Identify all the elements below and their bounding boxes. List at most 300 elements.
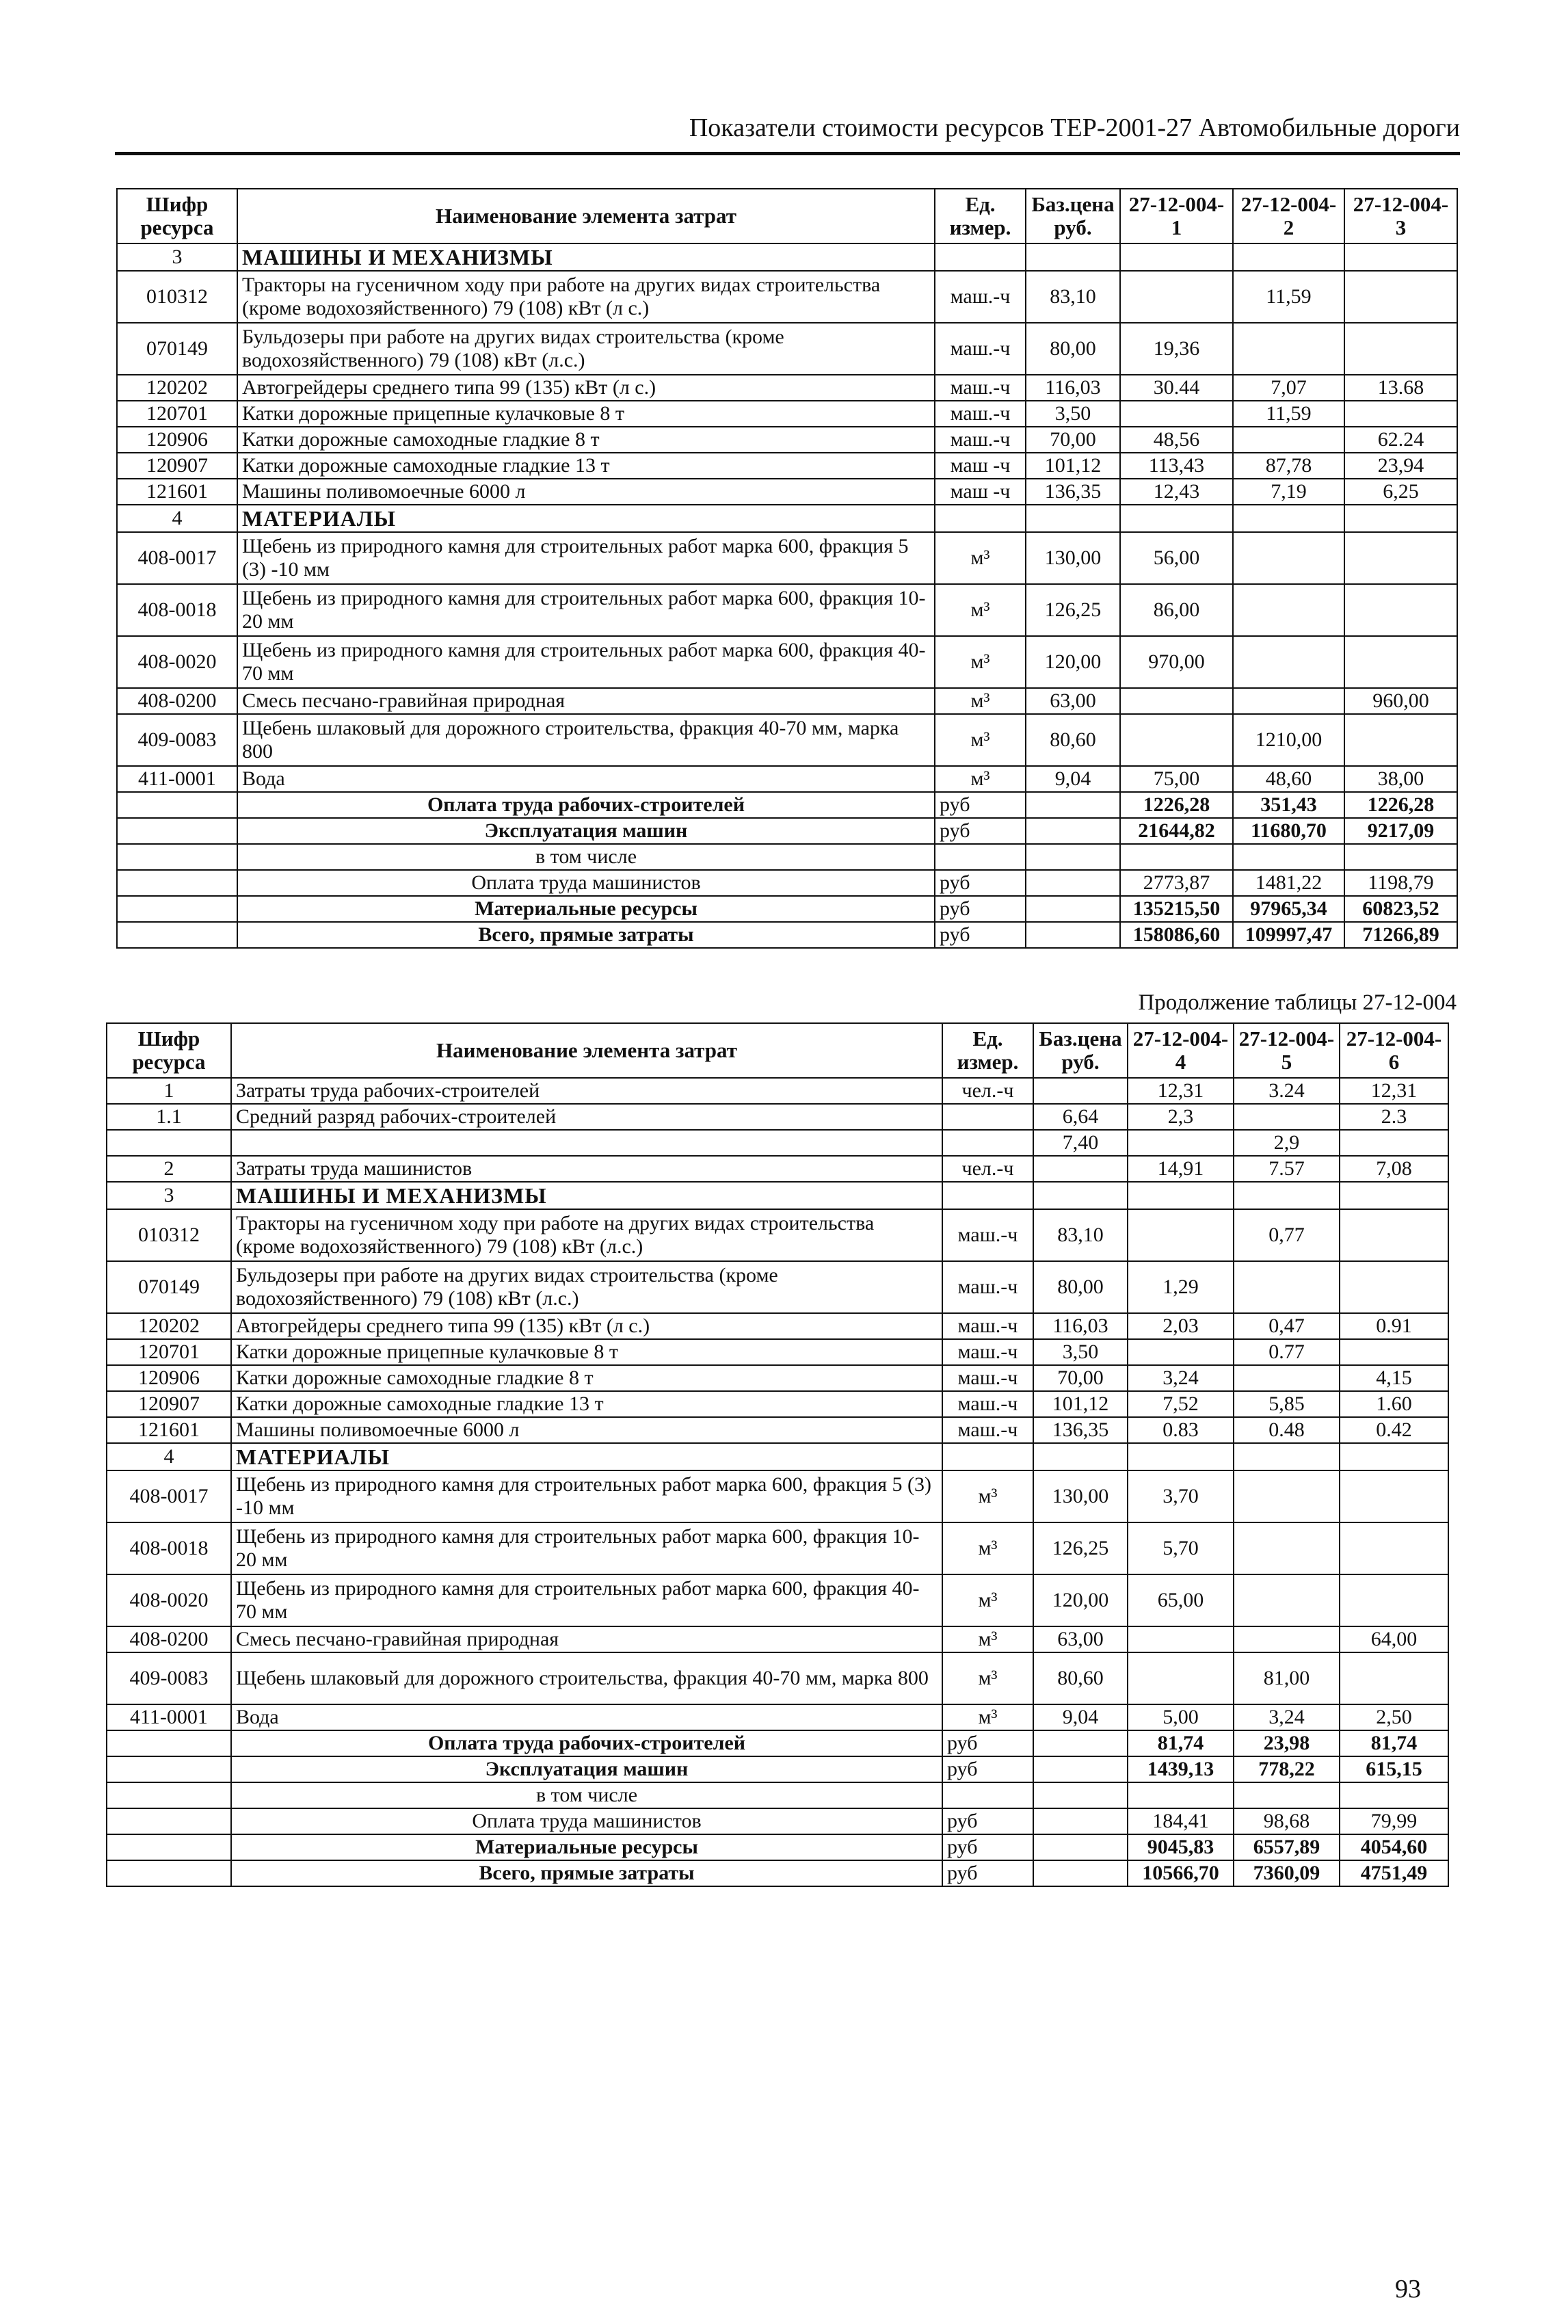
table-row xyxy=(117,792,1457,818)
item-name: в том числе xyxy=(231,1782,942,1808)
resource-code xyxy=(107,1834,231,1860)
resource-code: 408-0020 xyxy=(107,1574,231,1626)
resource-code: 120907 xyxy=(107,1391,231,1417)
resource-code xyxy=(107,1730,231,1756)
table-row xyxy=(117,401,1457,427)
resource-code: 010312 xyxy=(117,271,237,323)
norm-value: 2,9 xyxy=(1234,1130,1340,1156)
resource-code xyxy=(107,1130,231,1156)
norm-value xyxy=(1120,505,1233,532)
table-row xyxy=(107,1156,1448,1182)
norm-value: 1,29 xyxy=(1128,1261,1234,1313)
resource-code: 411-0001 xyxy=(107,1704,231,1730)
norm-value xyxy=(1233,243,1344,271)
norm-value: 12,31 xyxy=(1128,1078,1234,1104)
norm-value: 778,22 xyxy=(1234,1756,1340,1782)
base-price: 9,04 xyxy=(1033,1704,1128,1730)
item-name: Катки дорожные прицепные кулачковые 8 т xyxy=(237,401,935,427)
unit: маш.-ч xyxy=(942,1339,1033,1365)
base-price: 80,60 xyxy=(1026,714,1120,766)
resource-code: 408-0020 xyxy=(117,636,237,688)
norm-value: 14,91 xyxy=(1128,1156,1234,1182)
base-price: 3,50 xyxy=(1033,1339,1128,1365)
item-name: Щебень из природного камня для строительных работ марка 600, фракция 5 (3) -10 мм xyxy=(231,1470,942,1522)
item-name: Затраты труда рабочих-строителей xyxy=(231,1078,942,1104)
resource-code: 120202 xyxy=(107,1313,231,1339)
norm-value xyxy=(1128,1626,1234,1652)
norm-value xyxy=(1233,844,1344,870)
unit: маш.-ч xyxy=(935,271,1026,323)
norm-value xyxy=(1120,243,1233,271)
norm-value: 9217,09 xyxy=(1344,818,1457,844)
norm-value: 615,15 xyxy=(1340,1756,1448,1782)
column-header: 27-12-004-2 xyxy=(1233,189,1344,243)
resource-code: 010312 xyxy=(107,1209,231,1261)
norm-value: 0,77 xyxy=(1234,1209,1340,1261)
table-row xyxy=(117,844,1457,870)
norm-value: 11,59 xyxy=(1233,401,1344,427)
norm-value: 7,08 xyxy=(1340,1156,1448,1182)
norm-value xyxy=(1234,1782,1340,1808)
norm-value xyxy=(1340,1782,1448,1808)
resource-code xyxy=(117,896,237,922)
table-row xyxy=(107,1078,1448,1104)
base-price: 70,00 xyxy=(1026,427,1120,453)
item-name: Машины поливомоечные 6000 л xyxy=(231,1417,942,1443)
norm-value: 60823,52 xyxy=(1344,896,1457,922)
unit: маш.-ч xyxy=(942,1365,1033,1391)
resource-code xyxy=(107,1860,231,1886)
item-name: Щебень из природного камня для строительных работ марка 600, фракция 5 (3) -10 мм xyxy=(237,532,935,584)
base-price xyxy=(1033,1756,1128,1782)
unit: м³ xyxy=(935,688,1026,714)
item-name: Оплата труда рабочих-строителей xyxy=(231,1730,942,1756)
norm-value: 56,00 xyxy=(1120,532,1233,584)
norm-value xyxy=(1233,323,1344,375)
norm-value xyxy=(1340,1522,1448,1574)
norm-value xyxy=(1340,1339,1448,1365)
norm-value xyxy=(1344,323,1457,375)
norm-value xyxy=(1340,1130,1448,1156)
norm-value: 2773,87 xyxy=(1120,870,1233,896)
norm-value: 7360,09 xyxy=(1234,1860,1340,1886)
item-name: Бульдозеры при работе на других видах строительства (кроме водохозяйственного) 79 (108) кВт (л.с.) xyxy=(231,1261,942,1313)
norm-value: 0.48 xyxy=(1234,1417,1340,1443)
item-name: Щебень шлаковый для дорожного строительства, фракция 40-70 мм, марка 800 xyxy=(237,714,935,766)
column-header: Баз.цена руб. xyxy=(1026,189,1120,243)
base-price: 6,64 xyxy=(1033,1104,1128,1130)
resource-code: 1.1 xyxy=(107,1104,231,1130)
base-price xyxy=(1026,792,1120,818)
item-name: Материальные ресурсы xyxy=(237,896,935,922)
base-price xyxy=(1033,1782,1128,1808)
norm-value xyxy=(1120,271,1233,323)
column-header: Ед. измер. xyxy=(942,1023,1033,1078)
norm-value: 3,24 xyxy=(1234,1704,1340,1730)
unit: м³ xyxy=(942,1652,1033,1704)
norm-value: 7,19 xyxy=(1233,479,1344,505)
norm-value: 184,41 xyxy=(1128,1808,1234,1834)
unit xyxy=(942,1782,1033,1808)
norm-value xyxy=(1340,1574,1448,1626)
item-name: МАШИНЫ И МЕХАНИЗМЫ xyxy=(237,243,935,271)
column-header: 27-12-004-5 xyxy=(1234,1023,1340,1078)
table-row xyxy=(117,323,1457,375)
resource-code: 408-0200 xyxy=(117,688,237,714)
resource-code: 120907 xyxy=(117,453,237,479)
resource-code: 411-0001 xyxy=(117,766,237,792)
column-header: 27-12-004-3 xyxy=(1344,189,1457,243)
unit xyxy=(935,844,1026,870)
norm-value: 6,25 xyxy=(1344,479,1457,505)
item-name: Вода xyxy=(237,766,935,792)
base-price: 126,25 xyxy=(1033,1522,1128,1574)
resource-code xyxy=(117,818,237,844)
resource-code xyxy=(107,1808,231,1834)
unit: м³ xyxy=(935,766,1026,792)
base-price: 9,04 xyxy=(1026,766,1120,792)
unit: маш.-ч xyxy=(935,401,1026,427)
norm-value xyxy=(1233,505,1344,532)
resource-code: 120701 xyxy=(117,401,237,427)
resource-code: 408-0017 xyxy=(107,1470,231,1522)
norm-value: 960,00 xyxy=(1344,688,1457,714)
norm-value: 970,00 xyxy=(1120,636,1233,688)
unit xyxy=(935,243,1026,271)
resource-code xyxy=(117,844,237,870)
column-header: Ед. измер. xyxy=(935,189,1026,243)
norm-value xyxy=(1128,1182,1234,1209)
norm-value: 81,74 xyxy=(1340,1730,1448,1756)
norm-value xyxy=(1344,505,1457,532)
norm-value xyxy=(1234,1470,1340,1522)
unit: маш.-ч xyxy=(935,323,1026,375)
item-name: Щебень из природного камня для строительных работ марка 600, фракция 10-20 мм xyxy=(231,1522,942,1574)
norm-value xyxy=(1120,401,1233,427)
base-price: 80,60 xyxy=(1033,1652,1128,1704)
table-row xyxy=(107,1182,1448,1209)
item-name: Автогрейдеры среднего типа 99 (135) кВт (л с.) xyxy=(237,375,935,401)
resource-code: 070149 xyxy=(107,1261,231,1313)
base-price xyxy=(1026,896,1120,922)
table-row xyxy=(117,766,1457,792)
item-name: Вода xyxy=(231,1704,942,1730)
norm-value: 0.42 xyxy=(1340,1417,1448,1443)
item-name: Катки дорожные самоходные гладкие 8 т xyxy=(231,1365,942,1391)
base-price: 130,00 xyxy=(1026,532,1120,584)
unit: маш.-ч xyxy=(942,1391,1033,1417)
norm-value xyxy=(1344,243,1457,271)
norm-value: 64,00 xyxy=(1340,1626,1448,1652)
item-name: МАШИНЫ И МЕХАНИЗМЫ xyxy=(231,1182,942,1209)
column-header: Шифр ресурса xyxy=(117,189,237,243)
unit: маш.-ч xyxy=(942,1313,1033,1339)
table-row xyxy=(107,1808,1448,1834)
unit: маш -ч xyxy=(935,479,1026,505)
norm-value: 86,00 xyxy=(1120,584,1233,636)
table-row xyxy=(117,479,1457,505)
base-price: 116,03 xyxy=(1033,1313,1128,1339)
header-rule xyxy=(115,152,1460,155)
table-row xyxy=(107,1470,1448,1522)
item-name: Смесь песчано-гравийная природная xyxy=(237,688,935,714)
table-row xyxy=(107,1130,1448,1156)
base-price: 80,00 xyxy=(1026,323,1120,375)
table-row xyxy=(107,1443,1448,1470)
unit: м³ xyxy=(935,714,1026,766)
unit: м³ xyxy=(942,1626,1033,1652)
norm-value: 113,43 xyxy=(1120,453,1233,479)
norm-value: 1210,00 xyxy=(1233,714,1344,766)
table-row xyxy=(107,1209,1448,1261)
resource-code: 070149 xyxy=(117,323,237,375)
norm-value: 12,43 xyxy=(1120,479,1233,505)
resource-code: 120906 xyxy=(117,427,237,453)
column-header: Шифр ресурса xyxy=(107,1023,231,1078)
table-row xyxy=(117,688,1457,714)
unit: маш -ч xyxy=(935,453,1026,479)
norm-value: 0,47 xyxy=(1234,1313,1340,1339)
norm-value xyxy=(1344,401,1457,427)
table-row xyxy=(117,818,1457,844)
base-price xyxy=(1033,1730,1128,1756)
item-name: Эксплуатация машин xyxy=(237,818,935,844)
table-row xyxy=(117,271,1457,323)
resource-code: 408-0018 xyxy=(117,584,237,636)
norm-value: 3,24 xyxy=(1128,1365,1234,1391)
resource-code: 4 xyxy=(117,505,237,532)
table-row xyxy=(107,1704,1448,1730)
table-row xyxy=(107,1339,1448,1365)
item-name: Тракторы на гусеничном ходу при работе на других видах строительства (кроме водохозяйственного) 79 (108) кВт (л с.) xyxy=(237,271,935,323)
item-name: Тракторы на гусеничном ходу при работе на других видах строительства (кроме водохозяйственного) 79 (108) кВт (л.с.) xyxy=(231,1209,942,1261)
table-row xyxy=(117,714,1457,766)
table-row xyxy=(117,636,1457,688)
base-price xyxy=(1026,505,1120,532)
unit: руб xyxy=(942,1834,1033,1860)
item-name: Щебень из природного камня для строительных работ марка 600, фракция 40-70 мм xyxy=(231,1574,942,1626)
norm-value: 1198,79 xyxy=(1344,870,1457,896)
norm-value: 1226,28 xyxy=(1344,792,1457,818)
column-header: Наименование элемента затрат xyxy=(237,189,935,243)
item-name: Бульдозеры при работе на других видах строительства (кроме водохозяйственного) 79 (108) кВт (л.с.) xyxy=(237,323,935,375)
norm-value xyxy=(1234,1574,1340,1626)
base-price: 136,35 xyxy=(1033,1417,1128,1443)
resource-code: 408-0200 xyxy=(107,1626,231,1652)
norm-value: 98,68 xyxy=(1234,1808,1340,1834)
norm-value xyxy=(1340,1652,1448,1704)
base-price: 120,00 xyxy=(1033,1574,1128,1626)
unit: м³ xyxy=(942,1522,1033,1574)
norm-value: 71266,89 xyxy=(1344,922,1457,948)
resource-code xyxy=(117,792,237,818)
norm-value: 87,78 xyxy=(1233,453,1344,479)
item-name: МАТЕРИАЛЫ xyxy=(237,505,935,532)
table-row xyxy=(117,922,1457,948)
norm-value xyxy=(1233,427,1344,453)
norm-value xyxy=(1234,1365,1340,1391)
norm-value xyxy=(1128,1443,1234,1470)
resource-code: 4 xyxy=(107,1443,231,1470)
unit xyxy=(942,1130,1033,1156)
table-row xyxy=(117,896,1457,922)
table-row xyxy=(107,1834,1448,1860)
norm-value: 4751,49 xyxy=(1340,1860,1448,1886)
item-name: Автогрейдеры среднего типа 99 (135) кВт (л с.) xyxy=(231,1313,942,1339)
norm-value: 0.77 xyxy=(1234,1339,1340,1365)
item-name: Катки дорожные самоходные гладкие 13 т xyxy=(237,453,935,479)
base-price xyxy=(1033,1808,1128,1834)
unit: руб xyxy=(935,922,1026,948)
norm-value: 48,60 xyxy=(1233,766,1344,792)
base-price: 83,10 xyxy=(1033,1209,1128,1261)
norm-value: 2,03 xyxy=(1128,1313,1234,1339)
table-row xyxy=(107,1522,1448,1574)
unit: м³ xyxy=(942,1574,1033,1626)
table-row xyxy=(117,505,1457,532)
base-price: 136,35 xyxy=(1026,479,1120,505)
norm-value: 5,00 xyxy=(1128,1704,1234,1730)
item-name: Щебень из природного камня для строительных работ марка 600, фракция 10-20 мм xyxy=(237,584,935,636)
unit: м³ xyxy=(942,1470,1033,1522)
norm-value xyxy=(1233,688,1344,714)
norm-value: 21644,82 xyxy=(1120,818,1233,844)
table-row xyxy=(117,375,1457,401)
norm-value: 11,59 xyxy=(1233,271,1344,323)
table-row xyxy=(107,1417,1448,1443)
norm-value: 3.24 xyxy=(1234,1078,1340,1104)
norm-value xyxy=(1344,844,1457,870)
base-price: 130,00 xyxy=(1033,1470,1128,1522)
unit xyxy=(935,505,1026,532)
norm-value: 351,43 xyxy=(1233,792,1344,818)
item-name: МАТЕРИАЛЫ xyxy=(231,1443,942,1470)
resource-code: 408-0018 xyxy=(107,1522,231,1574)
unit: м³ xyxy=(935,584,1026,636)
base-price xyxy=(1026,922,1120,948)
norm-value: 2,3 xyxy=(1128,1104,1234,1130)
norm-value: 9045,83 xyxy=(1128,1834,1234,1860)
column-header: Наименование элемента затрат xyxy=(231,1023,942,1078)
base-price: 7,40 xyxy=(1033,1130,1128,1156)
norm-value xyxy=(1340,1182,1448,1209)
norm-value xyxy=(1234,1261,1340,1313)
norm-value xyxy=(1234,1104,1340,1130)
table-row xyxy=(107,1574,1448,1626)
norm-value: 7,07 xyxy=(1233,375,1344,401)
norm-value: 4,15 xyxy=(1340,1365,1448,1391)
unit xyxy=(942,1182,1033,1209)
norm-value xyxy=(1340,1261,1448,1313)
norm-value xyxy=(1344,532,1457,584)
unit: руб xyxy=(935,792,1026,818)
norm-value xyxy=(1120,714,1233,766)
norm-value: 1226,28 xyxy=(1120,792,1233,818)
item-name: Эксплуатация машин xyxy=(231,1756,942,1782)
table-row xyxy=(107,1261,1448,1313)
norm-value: 75,00 xyxy=(1120,766,1233,792)
resource-code: 409-0083 xyxy=(107,1652,231,1704)
base-price: 83,10 xyxy=(1026,271,1120,323)
table-header-row xyxy=(117,189,1457,243)
norm-value xyxy=(1120,844,1233,870)
resource-table-1 xyxy=(116,188,1458,949)
base-price: 101,12 xyxy=(1033,1391,1128,1417)
norm-value: 12,31 xyxy=(1340,1078,1448,1104)
unit: м³ xyxy=(935,532,1026,584)
unit: руб xyxy=(935,818,1026,844)
norm-value: 23,98 xyxy=(1234,1730,1340,1756)
base-price: 126,25 xyxy=(1026,584,1120,636)
item-name: Машины поливомоечные 6000 л xyxy=(237,479,935,505)
norm-value xyxy=(1340,1470,1448,1522)
norm-value xyxy=(1344,636,1457,688)
table-row xyxy=(117,243,1457,271)
continuation-note: Продолжение таблицы 27-12-004 xyxy=(1138,990,1457,1015)
page-number: 93 xyxy=(1395,2275,1421,2303)
base-price xyxy=(1033,1078,1128,1104)
norm-value xyxy=(1128,1209,1234,1261)
column-header: Баз.цена руб. xyxy=(1033,1023,1128,1078)
table-row xyxy=(107,1626,1448,1652)
norm-value: 97965,34 xyxy=(1233,896,1344,922)
item-name: Затраты труда машинистов xyxy=(231,1156,942,1182)
norm-value: 38,00 xyxy=(1344,766,1457,792)
norm-value xyxy=(1234,1182,1340,1209)
table-row xyxy=(107,1860,1448,1886)
resource-code: 120701 xyxy=(107,1339,231,1365)
item-name: Всего, прямые затраты xyxy=(237,922,935,948)
norm-value: 10566,70 xyxy=(1128,1860,1234,1886)
resource-code: 121601 xyxy=(107,1417,231,1443)
base-price: 80,00 xyxy=(1033,1261,1128,1313)
table-row xyxy=(107,1782,1448,1808)
norm-value: 30.44 xyxy=(1120,375,1233,401)
norm-value xyxy=(1344,584,1457,636)
resource-code: 120906 xyxy=(107,1365,231,1391)
base-price: 116,03 xyxy=(1026,375,1120,401)
base-price: 3,50 xyxy=(1026,401,1120,427)
item-name: Оплата труда рабочих-строителей xyxy=(237,792,935,818)
norm-value: 2,50 xyxy=(1340,1704,1448,1730)
base-price: 63,00 xyxy=(1033,1626,1128,1652)
table-row xyxy=(107,1313,1448,1339)
item-name: Катки дорожные самоходные гладкие 13 т xyxy=(231,1391,942,1417)
norm-value: 3,70 xyxy=(1128,1470,1234,1522)
unit: руб xyxy=(942,1860,1033,1886)
norm-value xyxy=(1340,1209,1448,1261)
table-row xyxy=(117,453,1457,479)
resource-code xyxy=(107,1756,231,1782)
table-row xyxy=(117,532,1457,584)
resource-code: 1 xyxy=(107,1078,231,1104)
norm-value xyxy=(1234,1443,1340,1470)
table-row xyxy=(107,1756,1448,1782)
resource-code: 409-0083 xyxy=(117,714,237,766)
base-price: 120,00 xyxy=(1026,636,1120,688)
norm-value: 48,56 xyxy=(1120,427,1233,453)
norm-value: 19,36 xyxy=(1120,323,1233,375)
resource-code: 120202 xyxy=(117,375,237,401)
unit xyxy=(942,1443,1033,1470)
norm-value xyxy=(1128,1130,1234,1156)
item-name: Оплата труда машинистов xyxy=(231,1808,942,1834)
base-price xyxy=(1033,1182,1128,1209)
table-row xyxy=(117,427,1457,453)
unit: руб xyxy=(942,1730,1033,1756)
base-price xyxy=(1033,1156,1128,1182)
norm-value xyxy=(1128,1652,1234,1704)
